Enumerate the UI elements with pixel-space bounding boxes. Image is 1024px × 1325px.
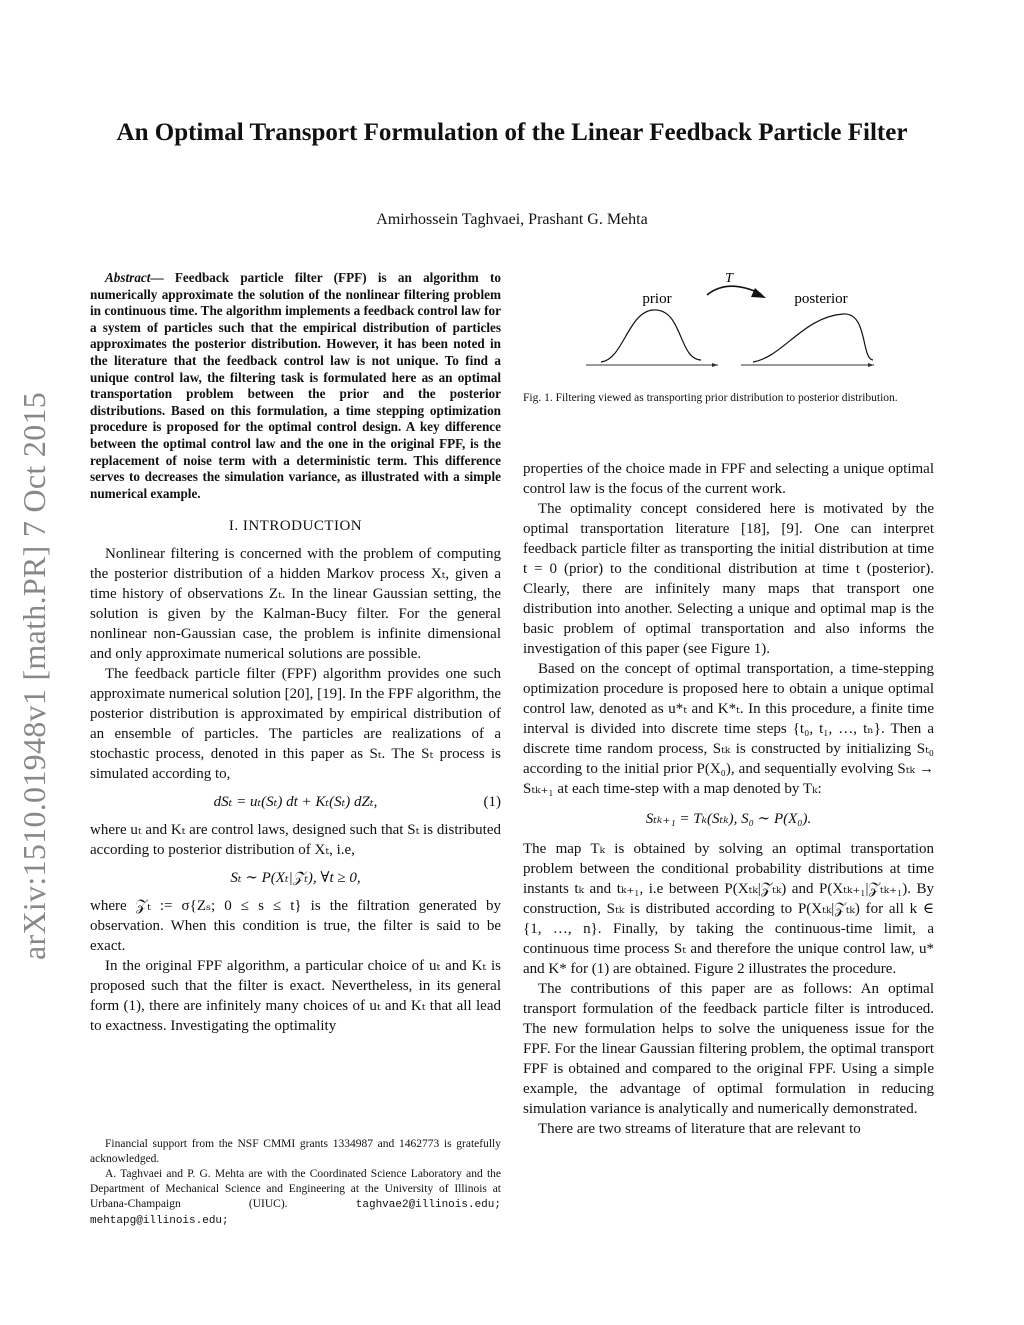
abstract-label: Abstract	[105, 270, 151, 285]
email-link[interactable]: taghvae2@illinois.edu;	[355, 1199, 501, 1211]
equation-3: Sₜₖ₊₁ = Tₖ(Sₜₖ), S₀ ∼ P(X₀).	[645, 811, 812, 827]
paragraph: The contributions of this paper are as follows: An optimal transport formulation of the feedback particle filter is introduced. The new formulation helps to solve the uniqueness issue for the FPF. For the linear Gaussian filtering problem, the optimal transport FPF is obtained and compared to the original FPF. Using a simple example, the advantage of optimal formulation in reducing simulation variance is analytically and numerically demonstrated.	[523, 981, 934, 1117]
abstract	[90, 270, 501, 502]
figure-caption: Fig. 1. Filtering viewed as transporting prior distribution to posterior distribution.	[523, 392, 898, 404]
figure-1	[523, 262, 934, 382]
paragraph: The map Tₖ is obtained by solving an optimal transportation problem between the conditional probability distributions at time instants tₖ and tₖ₊₁, i.e between P(Xₜₖ|𝒵ₜₖ) and P(Xₜₖ₊₁|𝒵ₜₖ₊₁). By construction, Sₜₖ is distributed according to P(Xₜₖ|𝒵ₜₖ) for all k ∈ {1, …, n}. Finally, by taking the continuous-time limit, a continuous time process Sₜ and therefore the unique control law, u* and K* for (1) are obtained. Figure 2 illustrates the procedure.	[523, 841, 934, 977]
paragraph: The feedback particle filter (FPF) algorithm provides one such approximate numerical solution [20], [19]. In the FPF algorithm, the posterior distribution is approximated by empirical distribution of an ensemble of particles. The particles are realizations of a stochastic process, denoted in this paper as Sₜ. The Sₜ process is simulated according to,	[90, 666, 501, 783]
equation-2: Sₜ ∼ P(Xₜ|𝒵ₜ), ∀t ≥ 0,	[230, 870, 361, 887]
right-column	[523, 459, 934, 1139]
equation-number: (1)	[483, 794, 501, 811]
equation-body: dSₜ = uₜ(Sₜ) dt + Kₜ(Sₜ) dZₜ,	[213, 794, 378, 811]
paragraph: properties of the choice made in FPF and selecting a unique optimal control law is the focus of the current work.	[523, 461, 934, 497]
arxiv-stamp: arXiv:1510.01948v1 [math.PR] 7 Oct 2015	[16, 391, 52, 960]
paragraph: The optimality concept considered here is motivated by the optimal transportation literature [18], [9]. One can interpret feedback particle filter as transporting the initial distribution at time t = 0 (prior) to the conditional distribution at time t (posterior). Clearly, there are infinitely many maps that transport one distribution into another. Selecting a unique and optimal map is the basic problem of optimal transportation and also informs the investigation of this paper (see Figure 1).	[523, 501, 934, 657]
footnote-funding: Financial support from the NSF CMMI grants 1334987 and 1462773 is gratefully acknowledged.	[90, 1138, 501, 1165]
footnotes	[90, 1137, 501, 1229]
label-prior: prior	[642, 291, 672, 307]
email-link[interactable]: mehtapg@illinois.edu;	[90, 1215, 229, 1227]
paper-title: An Optimal Transport Formulation of the Linear Feedback Particle Filter	[116, 119, 908, 146]
paragraph: where 𝒵ₜ := σ{Zₛ; 0 ≤ s ≤ t} is the filtration generated by observation. When this condition is true, the filter is said to be exact.	[90, 898, 501, 955]
paragraph: where uₜ and Kₜ are control laws, designed such that Sₜ is distributed according to posterior distribution of Xₜ, i.e,	[90, 822, 501, 859]
axis-arrow-icon	[868, 363, 874, 367]
label-posterior: posterior	[794, 291, 848, 307]
left-column	[90, 270, 501, 1036]
authors: Amirhossein Taghvaei, Prashant G. Mehta	[376, 211, 648, 228]
abstract-text: — Feedback particle filter (FPF) is an algorithm to numerically approximate the solution of the nonlinear filtering problem in continuous time. The algorithm implements a feedback control law for a system of particles such that the empirical distribution of particles approximates the posterior distribution. However, it has been noted in the literature that the feedback control law is not unique. To find a unique control law, the filtering task is formulated here as an optimal transportation problem between the prior and the posterior distributions. Based on this formulation, a time stepping optimization procedure is proposed for the optimal control design. A key difference between the optimal control law and the one in the original FPF, is the replacement of noise term with a deterministic term. This difference serves to decreases the simulation variance, as illustrated with a simple numerical example.	[90, 270, 501, 501]
posterior-curve	[753, 314, 873, 362]
section-heading: I. INTRODUCTION	[228, 518, 363, 535]
paragraph: In the original FPF algorithm, a particular choice of uₜ and Kₜ is proposed such that the filter is exact. Nevertheless, in its general form (1), there are infinitely many choices of uₜ and Kₜ that all lead to exactness. Investigating the optimality	[90, 958, 501, 1035]
affiliation-text: A. Taghvaei and P. G. Mehta are with the Coordinated Science Laboratory and the Department of Mechanical Science and Engineering at the University of Illinois at Urbana-Champaign (UIUC).	[90, 1168, 501, 1210]
axis-arrow-icon	[712, 363, 718, 367]
paragraph: There are two streams of literature that are relevant to	[538, 1121, 861, 1137]
prior-curve	[601, 310, 701, 362]
paragraph: Nonlinear filtering is concerned with the problem of computing the posterior distribution of a hidden Markov process Xₜ, given a time history of observations Zₜ. In the linear Gaussian setting, the solution is given by the Kalman-Bucy filter. For the general nonlinear non-Gaussian case, the problem is infinite dimensional and only approximate numerical solutions are possible.	[90, 546, 501, 663]
footnote-affiliation	[90, 1167, 501, 1229]
arrowhead-icon	[751, 288, 766, 298]
label-T: T	[725, 271, 733, 286]
paragraph: Based on the concept of optimal transportation, a time-stepping optimization procedure is proposed here to obtain a unique optimal control law, denoted as u*ₜ and K*ₜ. In this procedure, a finite time interval is divided into discrete time steps {t₀, t₁, …, tₙ}. Then a discrete time random process, Sₜₖ is constructed by initializing Sₜ₀ according to the initial prior P(X₀), and sequentially evolving Sₜₖ → Sₜₖ₊₁ at each time-step with a map denoted by Tₖ:	[523, 661, 934, 797]
equation-1	[90, 792, 501, 812]
